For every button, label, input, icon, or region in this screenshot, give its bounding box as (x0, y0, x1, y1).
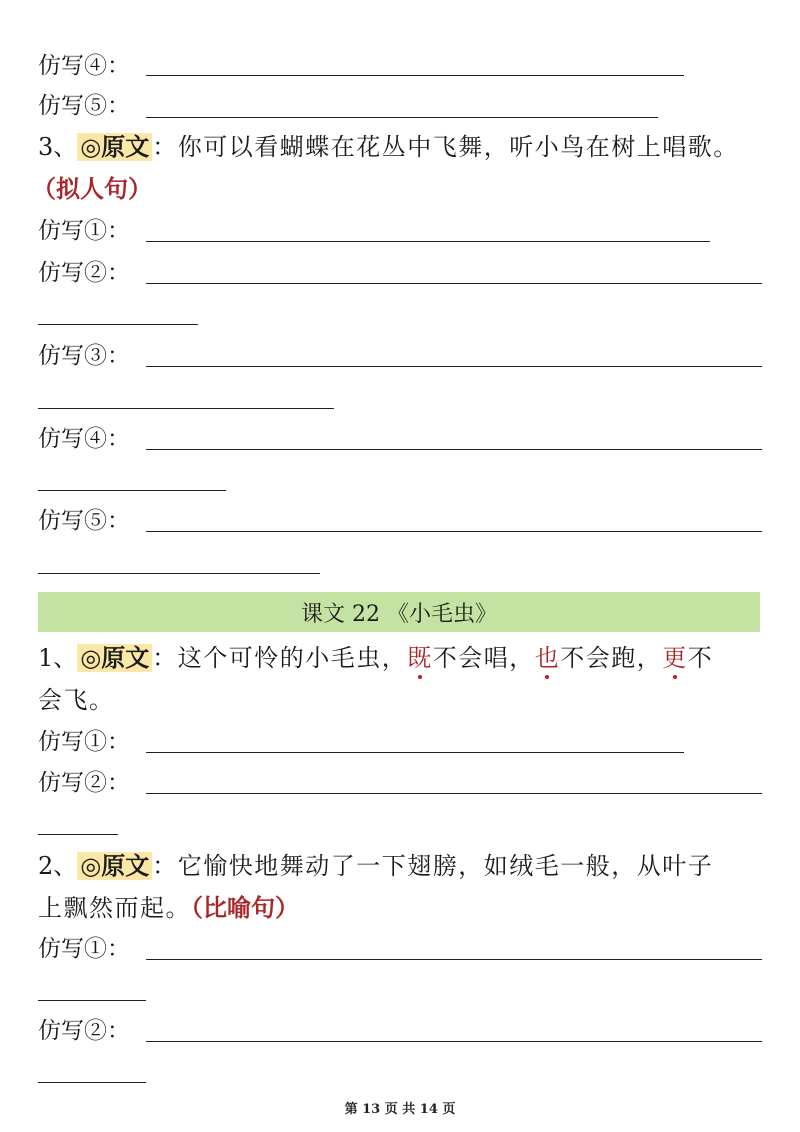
keyword-ji: 既 (407, 641, 433, 675)
question-number: 2、 (38, 852, 78, 880)
fangxie-2-label: 仿写②： (38, 260, 130, 286)
sentence-part: 不会唱， (432, 644, 535, 672)
sentence-type-note: （拟人句） (32, 175, 152, 203)
answer-line[interactable] (146, 283, 762, 284)
original-sentence: 你可以看蝴蝶在花丛中飞舞，听小鸟在树上唱歌。 (177, 133, 739, 161)
answer-line-continuation[interactable] (38, 490, 226, 491)
keyword-geng: 更 (662, 641, 688, 675)
fangxie-5-label: 仿写⑤： (38, 93, 130, 119)
question-number: 3、 (38, 133, 78, 161)
page-number: 第 13 页 共 14 页 (344, 1102, 456, 1117)
sentence-part: 不会跑， (560, 644, 663, 672)
sentence-continuation: 上飘然而起。 (38, 894, 191, 922)
fangxie-2-label: 仿写②： (38, 1018, 130, 1044)
sentence-continuation: 会飞。 (38, 686, 115, 714)
keyword-ye: 也 (535, 641, 561, 675)
answer-line[interactable] (146, 75, 684, 76)
lesson-title-banner (38, 592, 760, 632)
answer-line[interactable] (146, 793, 762, 794)
original-sentence: 它愉快地舞动了一下翅膀，如绒毛一般，从叶子 (177, 852, 714, 880)
answer-line[interactable] (146, 959, 762, 960)
colon: ： (152, 852, 178, 880)
question-number: 1、 (38, 644, 78, 672)
colon: ： (152, 644, 178, 672)
fangxie-4-label: 仿写④： (38, 53, 130, 79)
answer-line[interactable] (146, 366, 762, 367)
fangxie-1-label: 仿写①： (38, 936, 130, 962)
sentence-continuation-row (38, 891, 299, 925)
answer-line-continuation[interactable] (38, 834, 118, 835)
original-text-tag: ◎原文 (77, 852, 152, 880)
fangxie-2-label: 仿写②： (38, 770, 130, 796)
answer-line[interactable] (146, 531, 762, 532)
fangxie-3-label: 仿写③： (38, 343, 130, 369)
sentence-part: 不 (687, 644, 714, 672)
sentence-part: 这个可怜的小毛虫， (177, 644, 408, 672)
fangxie-4-label: 仿写④： (38, 426, 130, 452)
answer-line[interactable] (146, 241, 710, 242)
answer-line-continuation[interactable] (38, 1082, 146, 1083)
answer-line[interactable] (146, 752, 684, 753)
answer-line[interactable] (146, 117, 658, 118)
original-text-tag: ◎原文 (77, 644, 152, 672)
fangxie-1-label: 仿写①： (38, 729, 130, 755)
colon: ： (152, 133, 178, 161)
answer-line-continuation[interactable] (38, 408, 334, 409)
sentence-type-note: （比喻句） (191, 894, 299, 922)
answer-line[interactable] (146, 1041, 762, 1042)
original-text-tag: ◎原文 (77, 133, 152, 161)
question-1 (38, 641, 713, 675)
fangxie-5-label: 仿写⑤： (38, 508, 130, 534)
lesson-title: 课文 22 《小毛虫》 (301, 601, 497, 627)
answer-line-continuation[interactable] (38, 573, 320, 574)
question-2 (38, 849, 713, 883)
fangxie-1-label: 仿写①： (38, 218, 130, 244)
answer-line-continuation[interactable] (38, 324, 198, 325)
answer-line-continuation[interactable] (38, 1000, 146, 1001)
answer-line[interactable] (146, 449, 762, 450)
question-3 (38, 130, 739, 164)
